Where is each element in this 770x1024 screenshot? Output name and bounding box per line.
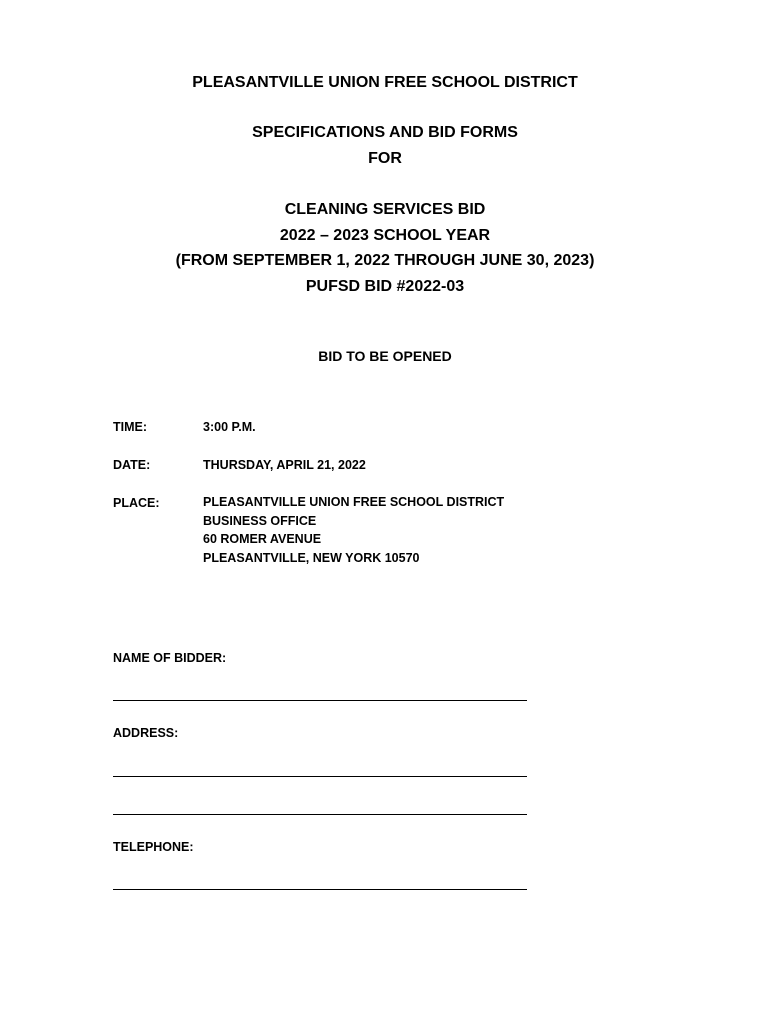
telephone-label: TELEPHONE: bbox=[113, 840, 194, 854]
place-line: PLEASANTVILLE, NEW YORK 10570 bbox=[203, 550, 420, 565]
address-blank-line-2[interactable] bbox=[113, 814, 527, 815]
place-line: 60 ROMER AVENUE bbox=[203, 532, 322, 546]
telephone-blank[interactable] bbox=[113, 889, 527, 890]
bid-name: CLEANING SERVICES BID bbox=[284, 201, 486, 218]
place-line: BUSINESS OFFICE bbox=[203, 513, 317, 528]
district-title: PLEASANTVILLE UNION FREE SCHOOL DISTRICT bbox=[192, 74, 578, 91]
bidder-name-label: NAME OF BIDDER: bbox=[113, 651, 227, 665]
address-label: ADDRESS: bbox=[113, 726, 179, 740]
school-year: 2022 – 2023 SCHOOL YEAR bbox=[279, 227, 491, 244]
bidder-name-blank[interactable] bbox=[113, 700, 527, 701]
place-line: PLEASANTVILLE UNION FREE SCHOOL DISTRICT bbox=[203, 495, 505, 509]
address-blank-line-1[interactable] bbox=[113, 776, 527, 777]
time-value: 3:00 P.M. bbox=[203, 420, 256, 434]
place-label: PLACE: bbox=[113, 496, 160, 510]
document-title: SPECIFICATIONS AND BID FORMS bbox=[252, 124, 518, 141]
bid-opening-heading: BID TO BE OPENED bbox=[318, 348, 452, 364]
time-label: TIME: bbox=[113, 420, 148, 434]
contract-date-range: (FROM SEPTEMBER 1, 2022 THROUGH JUNE 30, 2023) bbox=[175, 252, 595, 269]
date-label: DATE: bbox=[113, 458, 151, 472]
place-address-block bbox=[203, 493, 504, 567]
date-value: THURSDAY, APRIL 21, 2022 bbox=[203, 458, 366, 472]
bid-number: PUFSD BID #2022-03 bbox=[305, 278, 465, 295]
document-title-for: FOR bbox=[368, 150, 402, 167]
